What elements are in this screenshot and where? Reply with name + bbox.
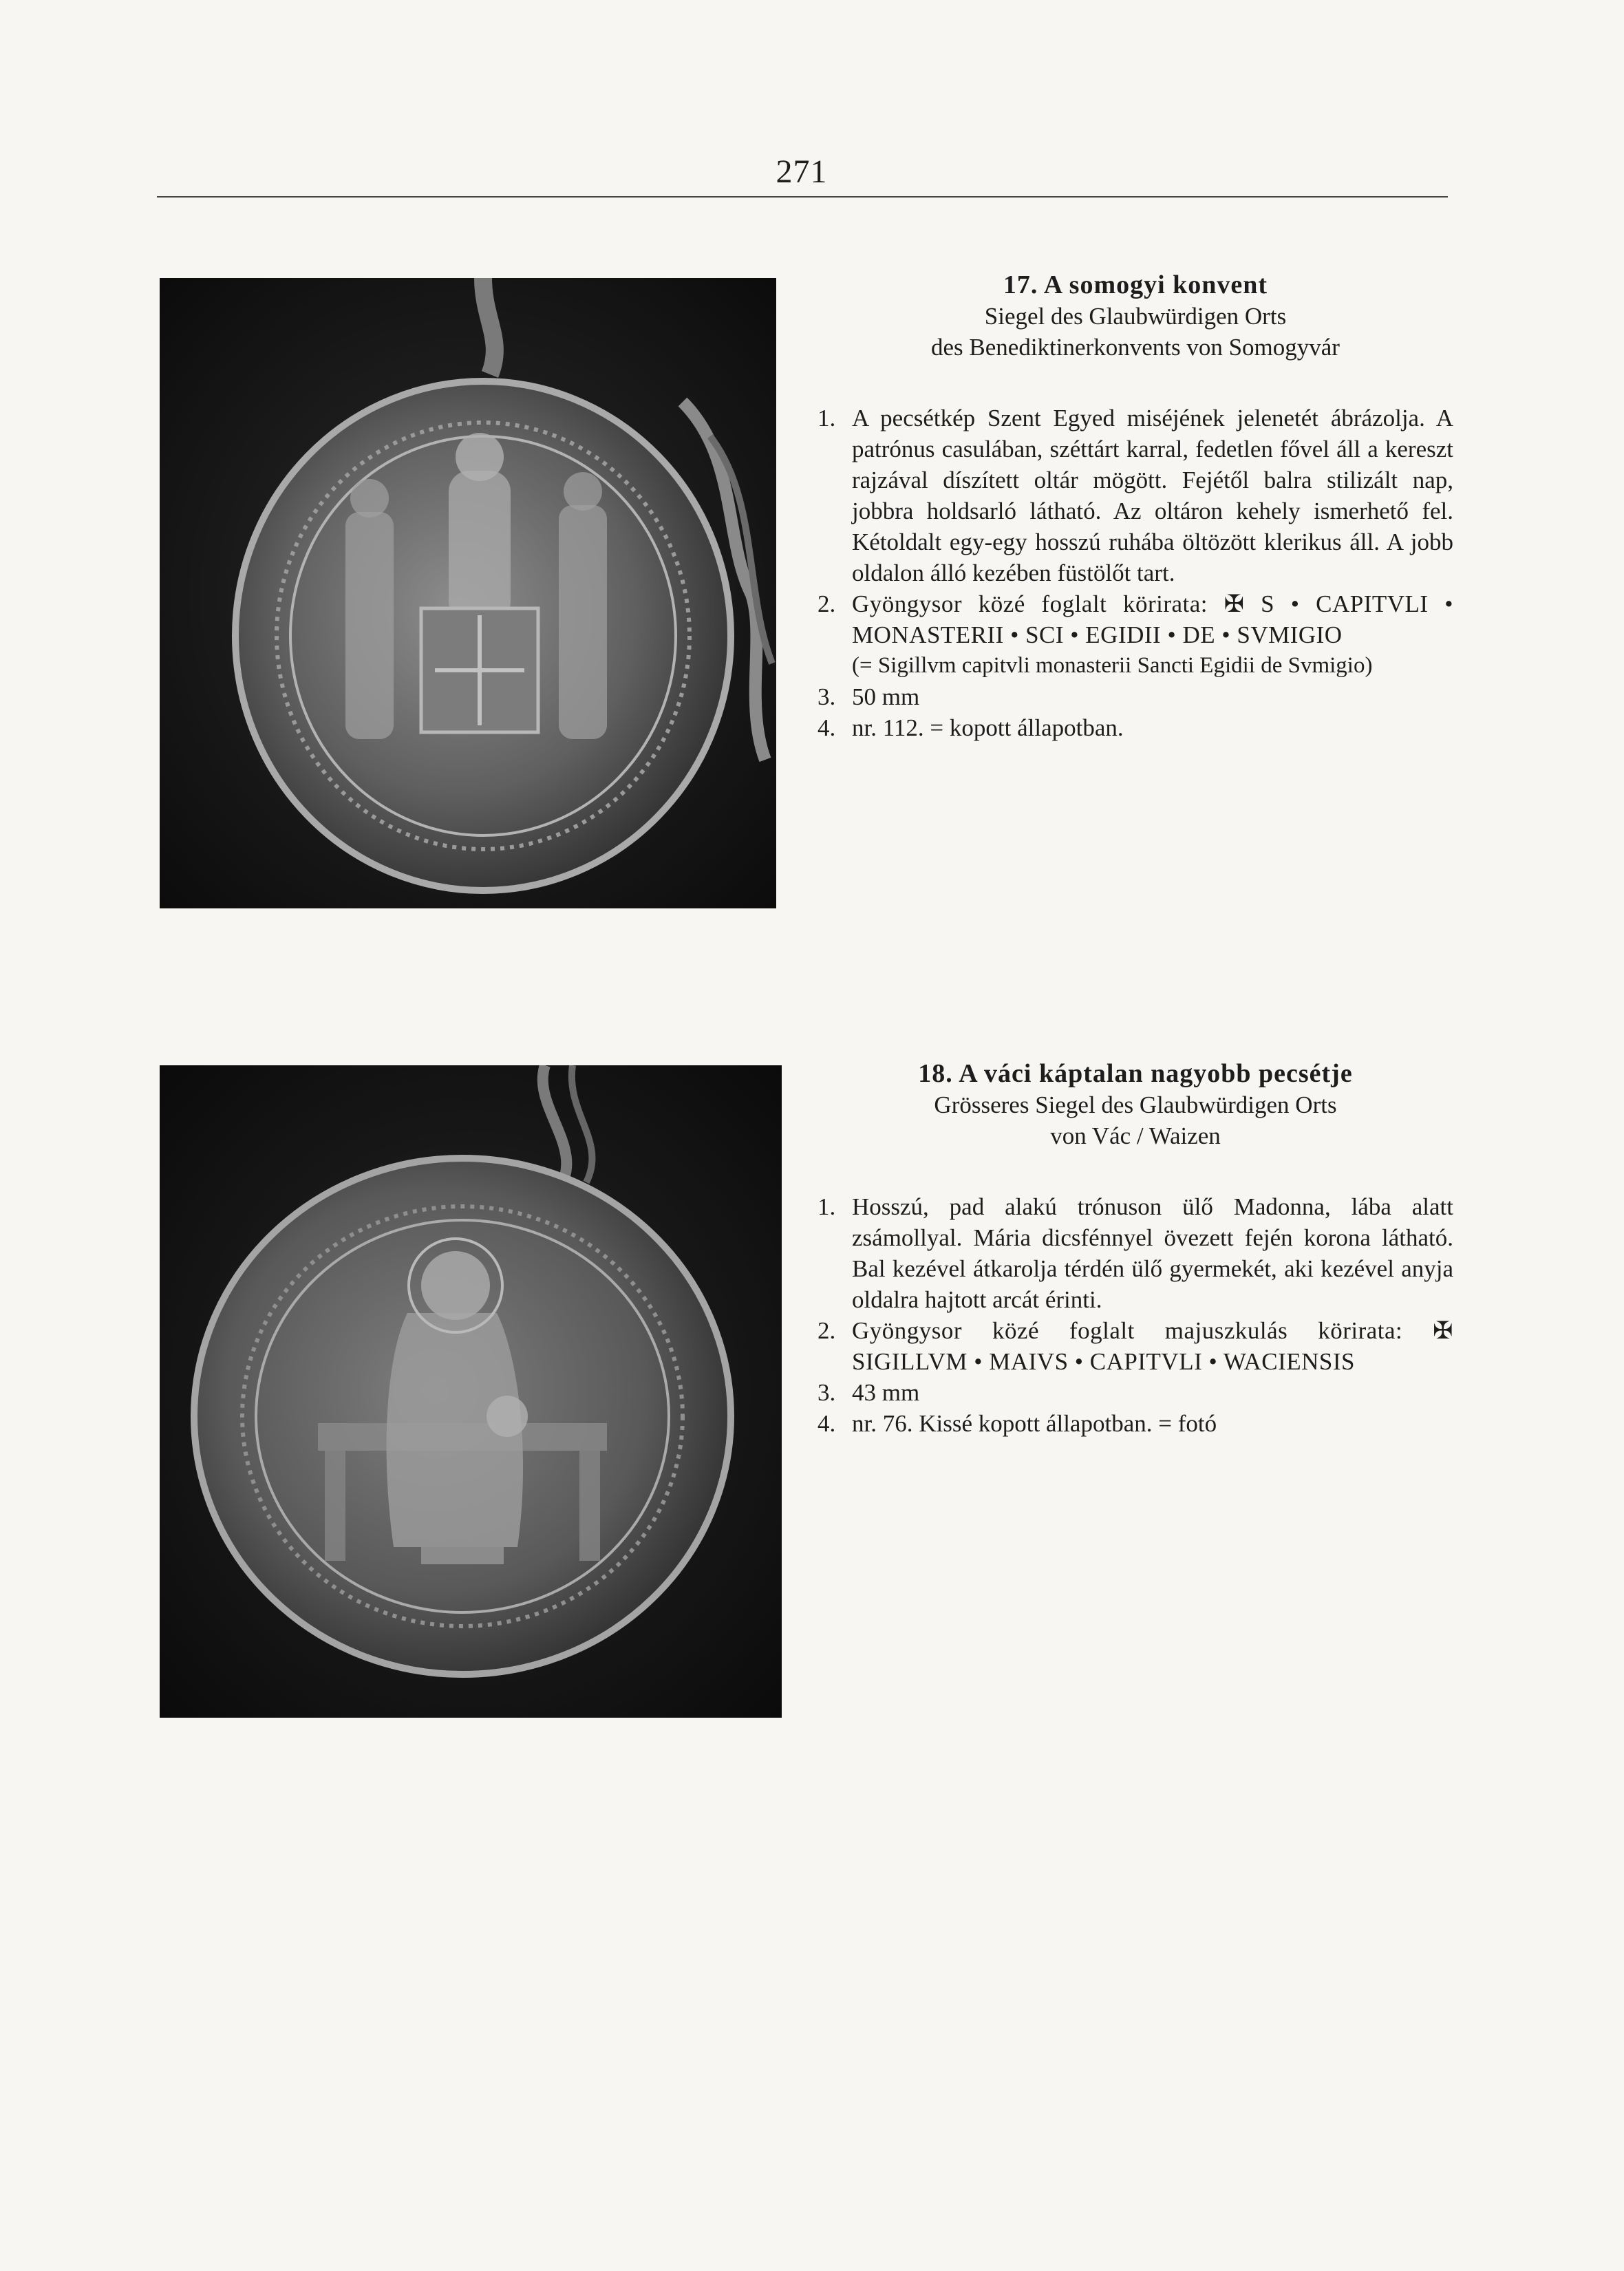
list-item bbox=[818, 1377, 1453, 1408]
item-number: 4. bbox=[818, 714, 836, 741]
entry-title: 17. A somogyi konvent bbox=[1003, 270, 1268, 299]
item-text: Gyöngysor közé foglalt körirata: ✠ S • CAPITVLI • MONASTERII • SCI • EGIDII • DE • SVMIGIO bbox=[852, 590, 1453, 648]
catalog-entry-18 bbox=[818, 1058, 1453, 1439]
entry-subtitle-line: von Vác / Waizen bbox=[1050, 1122, 1221, 1149]
item-number: 4. bbox=[818, 1410, 836, 1437]
list-item bbox=[818, 1315, 1453, 1377]
item-number: 1. bbox=[818, 1193, 836, 1220]
item-text: nr. 76. Kissé kopott állapotban. = fotó bbox=[852, 1410, 1217, 1437]
seal-photo-18 bbox=[160, 1065, 782, 1718]
item-text: nr. 112. = kopott állapotban. bbox=[852, 714, 1124, 741]
catalog-entry-17 bbox=[818, 270, 1453, 743]
entry-subtitle-line: Grösseres Siegel des Glaubwürdigen Orts bbox=[934, 1091, 1337, 1118]
list-item bbox=[818, 712, 1453, 743]
entry-title: 18. A váci káptalan nagyobb pecsétje bbox=[918, 1059, 1353, 1088]
item-number: 2. bbox=[818, 1317, 836, 1344]
item-text: Gyöngysor közé foglalt majuszkulás körirata: ✠ SIGILLVM • MAIVS • CAPITVLI • WACIENSIS bbox=[852, 1317, 1453, 1375]
item-text: 43 mm bbox=[852, 1379, 920, 1406]
list-item bbox=[818, 681, 1453, 712]
item-text: 50 mm bbox=[852, 683, 920, 710]
list-item bbox=[818, 403, 1453, 588]
item-text: A pecsétkép Szent Egyed miséjének jelenetét ábrázolja. A patrónus casulában, széttárt karral, fedetlen fővel áll a kereszt rajzával díszített oltár mögött. Fejétől balra stilizált nap, jobbra holdsarló látható. Az oltáron kehely ismerhető fel. Kétoldalt egy-egy hosszú ruhába öltözött klerikus áll. A jobb oldalon álló kezében füstölőt tart. bbox=[852, 405, 1453, 586]
seal-17-image bbox=[160, 278, 776, 908]
page-number: 271 bbox=[776, 153, 828, 190]
item-number: 3. bbox=[818, 683, 836, 710]
description-list bbox=[818, 403, 1453, 743]
list-item bbox=[818, 1191, 1453, 1315]
item-text: Hosszú, pad alakú trónuson ülő Madonna, lába alatt zsámollyal. Mária dicsfénnyel övezett fején korona látható. Bal kezével átkarolja térdén ülő gyermekét, aki kezével anyja oldalra hajtott arcát érinti. bbox=[852, 1193, 1453, 1313]
seal-18-image bbox=[160, 1065, 782, 1718]
list-item bbox=[818, 588, 1453, 681]
entry-subtitle-line: des Benediktinerkonvents von Somogyvár bbox=[931, 334, 1340, 361]
entry-subtitle-line: Siegel des Glaubwürdigen Orts bbox=[984, 303, 1287, 330]
item-number: 3. bbox=[818, 1379, 836, 1406]
header-rule bbox=[157, 196, 1448, 198]
item-number: 2. bbox=[818, 590, 836, 617]
seal-photo-17 bbox=[160, 278, 776, 908]
inscription-expansion: (= Sigillvm capitvli monasterii Sancti Egidii de Svmigio) bbox=[852, 653, 1373, 678]
item-number: 1. bbox=[818, 405, 836, 431]
list-item bbox=[818, 1408, 1453, 1439]
description-list bbox=[818, 1191, 1453, 1439]
